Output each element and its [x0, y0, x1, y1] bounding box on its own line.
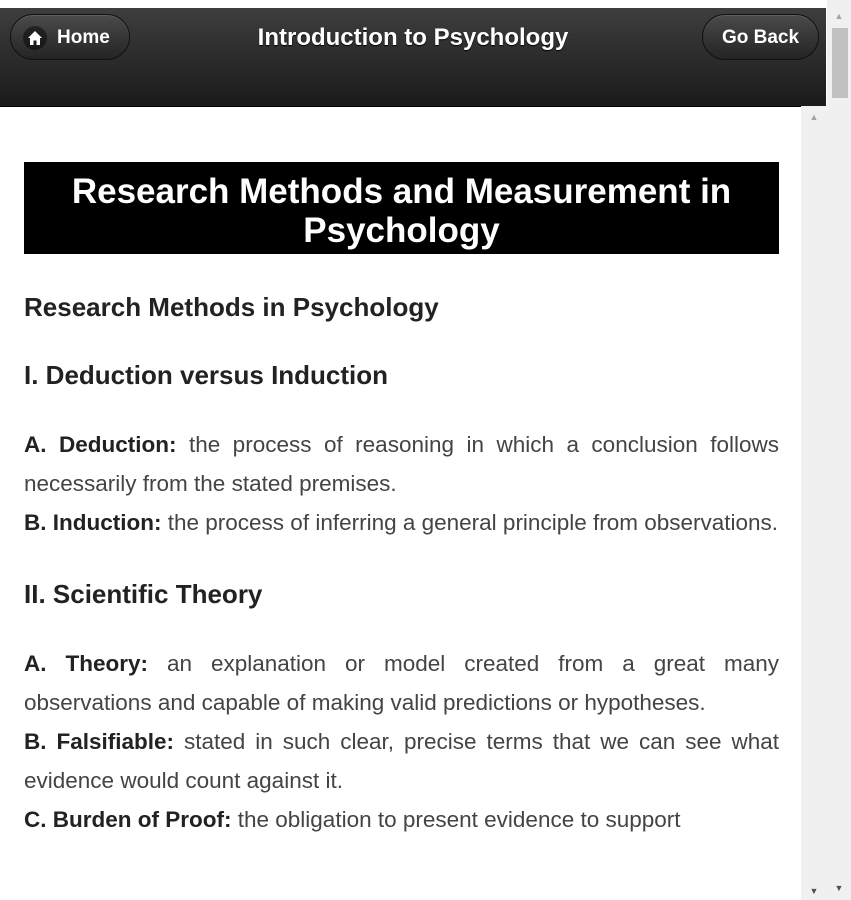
page-header-title: Introduction to Psychology	[257, 24, 569, 51]
home-button-label: Home	[57, 27, 110, 48]
scroll-down-arrow-icon[interactable]: ▼	[834, 883, 844, 893]
definition-text: an explanation or model created from a great many observations and capable of making valid predictions or hypotheses.	[24, 651, 779, 715]
definition-text: the obligation to present evidence to support	[231, 807, 681, 832]
scrollbar-thumb[interactable]	[832, 28, 848, 98]
definition-term: A. Deduction:	[24, 432, 177, 457]
scroll-up-arrow-icon[interactable]: ▲	[834, 11, 844, 21]
scroll-down-arrow-icon[interactable]: ▼	[809, 886, 819, 896]
definition-theory	[24, 644, 779, 722]
definition-induction	[24, 503, 779, 542]
definition-term: C. Burden of Proof:	[24, 807, 232, 832]
section-subtitle: Research Methods in Psychology	[24, 292, 439, 322]
definition-text: the process of inferring a general principle from observations.	[161, 510, 779, 535]
main-content	[24, 162, 779, 839]
page-title-banner: Research Methods and Measurement in Psychology	[24, 162, 779, 254]
section-heading-deduction-induction: I. Deduction versus Induction	[24, 360, 389, 390]
go-back-button[interactable]: Go Back	[702, 14, 819, 60]
definition-text: the process of reasoning in which a conclusion follows necessarily from the stated premises.	[24, 432, 779, 496]
section-heading-scientific-theory: II. Scientific Theory	[24, 579, 263, 609]
scroll-up-arrow-icon[interactable]: ▲	[809, 112, 819, 122]
definition-burden-of-proof	[24, 800, 779, 839]
home-button[interactable]	[10, 14, 130, 60]
window-scrollbar[interactable]	[827, 0, 851, 900]
content-scrollbar[interactable]	[801, 106, 827, 900]
definition-term: B. Falsifiable:	[24, 729, 175, 754]
home-icon	[23, 26, 47, 50]
definition-term: B. Induction:	[24, 510, 162, 535]
definition-falsifiable	[24, 722, 779, 800]
definition-deduction	[24, 425, 779, 503]
definition-term: A. Theory:	[24, 651, 148, 676]
definition-text: stated in such clear, precise terms that we can see what evidence would count against it.	[24, 729, 779, 793]
app-header	[0, 8, 826, 107]
